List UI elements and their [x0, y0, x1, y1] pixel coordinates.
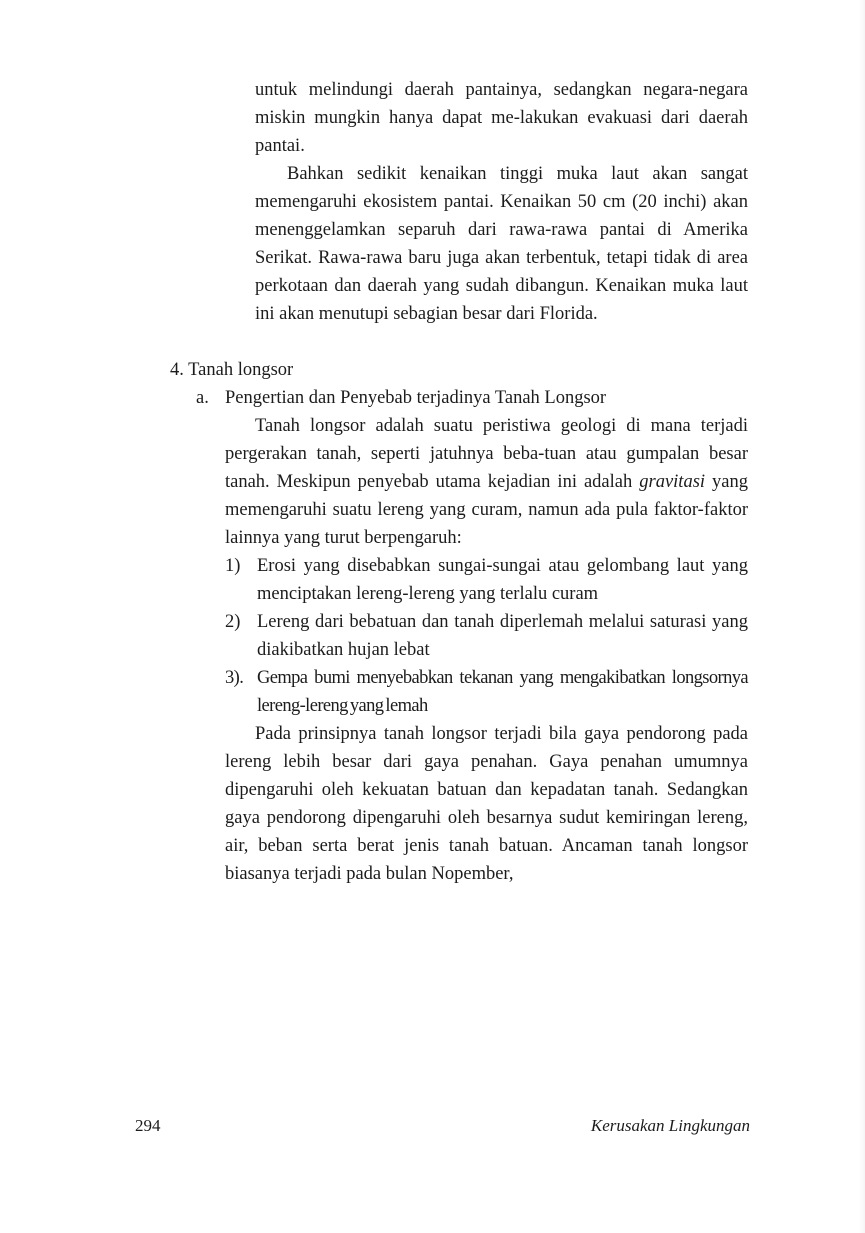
- list-item-marker: 3).: [225, 668, 244, 688]
- list-item: [225, 552, 748, 608]
- definition-text-part1: Tanah longsor adalah suatu peristiwa geologi di mana terjadi pergerakan tanah, seperti jatuhnya beba-tuan atau gumpalan besar tanah. Meskipun penyebab utama kejadian ini adalah: [225, 416, 748, 492]
- list-item: [225, 608, 748, 664]
- section-tanah-longsor: [170, 356, 748, 888]
- definition-italic-word: gravitasi: [639, 472, 706, 492]
- intro-block: [255, 76, 748, 328]
- page-footer: [135, 1112, 750, 1140]
- subsection-title: Pengertian dan Penyebab terjadinya Tanah Longsor: [225, 388, 607, 408]
- list-item-marker: 2): [225, 612, 241, 632]
- running-title: Kerusakan Lingkungan: [590, 1116, 750, 1135]
- cause-list: [225, 552, 748, 720]
- list-item-text: Erosi yang disebabkan sungai-sungai atau gelombang laut yang menciptakan lereng-lereng yang terlalu curam: [257, 556, 748, 604]
- list-item-text: Gempa bumi menyebabkan tekanan yang mengakibatkan longsornya lereng-lereng yang lemah: [257, 668, 748, 716]
- section-body: [225, 412, 748, 888]
- paragraph-intro-2: Bahkan sedikit kenaikan tinggi muka laut akan sangat memengaruhi ekosistem pantai. Kenaikan 50 cm (20 inchi) akan menenggelamkan separuh dari rawa-rawa pantai di Amerika Serikat. Rawa-rawa baru juga akan terbentuk, tetapi tidak di area perkotaan dan daerah yang sudah dibangun. Kenaikan muka laut ini akan menutupi sebagian besar dari Florida.: [255, 164, 748, 324]
- paragraph-intro-1: untuk melindungi daerah pantainya, sedangkan negara-negara miskin mungkin hanya dapat me-lakukan evakuasi dari daerah pantai.: [255, 80, 748, 156]
- paragraph-principle: Pada prinsipnya tanah longsor terjadi bila gaya pendorong pada lereng lebih besar dari gaya penahan. Gaya penahan umumnya dipengaruhi oleh kekuatan batuan dan kepadatan tanah. Sedangkan gaya pendorong dipengaruhi oleh besarnya sudut kemiringan lereng, air, beban serta berat jenis tanah batuan. Ancaman tanah longsor biasanya terjadi pada bulan Nopember,: [225, 724, 748, 884]
- list-item-marker: 1): [225, 556, 241, 576]
- page-number: 294: [135, 1116, 161, 1135]
- list-item: [225, 664, 748, 720]
- paragraph-definition: [225, 412, 748, 552]
- subsection-item: [196, 384, 748, 412]
- section-heading: 4. Tanah longsor: [170, 360, 294, 380]
- subsection-marker: a.: [196, 388, 209, 408]
- list-item-text: Lereng dari bebatuan dan tanah diperlemah melalui saturasi yang diakibatkan hujan lebat: [257, 612, 748, 660]
- definition-text-part2: yang memengaruhi suatu lereng yang curam, namun ada pula faktor-faktor lainnya yang turut berpengaruh:: [225, 472, 748, 548]
